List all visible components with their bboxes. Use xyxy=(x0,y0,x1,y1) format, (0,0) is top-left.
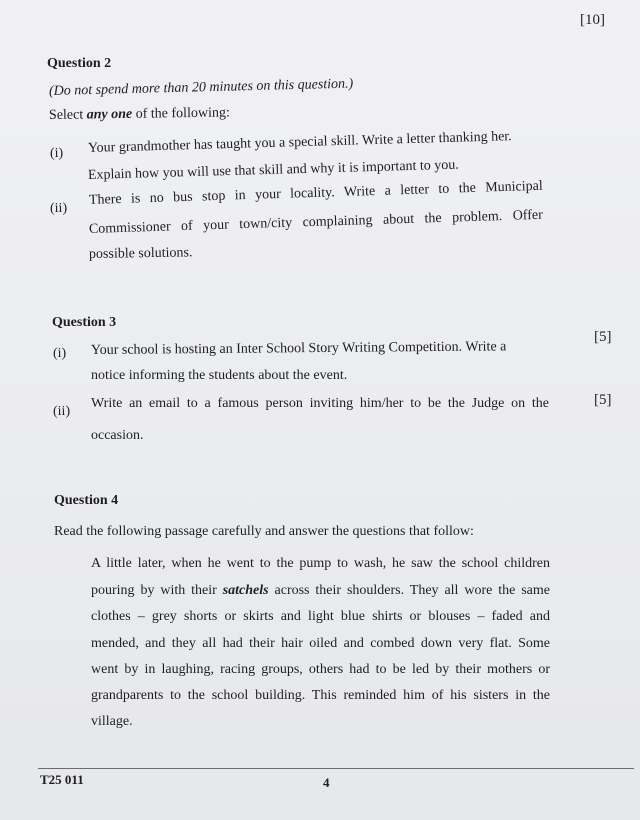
q2-item-1-number: (i) xyxy=(50,146,64,161)
passage-line-2-end: across their shoulders. They all wore the same xyxy=(274,583,550,598)
question-1-marks: [10] xyxy=(580,12,605,28)
q2-item-2-line-3: possible solutions. xyxy=(88,245,193,262)
question-2-time-note: (Do not spend more than 20 minutes on this question.) xyxy=(48,76,354,99)
passage-line-1: A little later, when he went to the pump to wash, he saw the school children xyxy=(91,556,550,571)
passage-line-3: clothes – grey shorts or skirts and light blue shirts or blouses – faded and xyxy=(91,609,550,624)
q3-item-2-number: (ii) xyxy=(53,404,71,419)
q3-item-1-line-2: notice informing the students about the event. xyxy=(91,368,348,383)
page-number: 4 xyxy=(323,775,330,790)
passage-line-6: grandparents to the school building. This reminded him of his sisters in the xyxy=(91,688,550,703)
passage-line-7: village. xyxy=(91,714,133,729)
question-3-heading: Question 3 xyxy=(52,315,117,330)
question-2-heading: Question 2 xyxy=(47,56,112,71)
paper-code: T25 011 xyxy=(40,772,84,787)
instruction-prefix: Select xyxy=(48,107,84,123)
question-4-instruction: Read the following passage carefully and answer the questions that follow: xyxy=(54,524,474,539)
instruction-emphasis: any one xyxy=(86,106,133,123)
passage-line-4: mended, and they all had their hair oiled and combed down very flat. Some xyxy=(91,636,550,651)
passage-line-5: went by in laughing, racing groups, others had to be led by their mothers or xyxy=(91,662,550,677)
question-4-heading: Question 4 xyxy=(54,493,119,508)
instruction-suffix: of the following: xyxy=(135,105,230,122)
passage-emphasis-satchels: satchels xyxy=(222,583,269,598)
q3-item-2-line-1: Write an email to a famous person inviting him/her to be the Judge on the xyxy=(91,396,549,411)
passage-line-2 xyxy=(91,583,550,599)
q3-item-1-line-1: Your school is hosting an Inter School Story Writing Competition. Write a xyxy=(90,339,507,358)
q2-item-2-line-2: Commissioner of your town/city complaining about the problem. Offer xyxy=(88,207,543,237)
q2-item-2-number: (ii) xyxy=(50,201,68,216)
q3-item-2-line-2: occasion. xyxy=(91,428,144,443)
q2-item-1-line-1: Your grandmother has taught you a special skill. Write a letter thanking her. xyxy=(87,129,512,156)
question-2-instruction xyxy=(49,105,230,124)
q3-item-2-marks: [5] xyxy=(594,392,612,408)
footer-divider xyxy=(38,768,634,769)
q3-item-1-marks: [5] xyxy=(594,329,612,345)
q3-item-1-number: (i) xyxy=(53,346,67,361)
q2-item-2-line-1: There is no bus stop in your locality. Write a letter to the Municipal xyxy=(88,178,543,208)
q2-item-1-line-2: Explain how you will use that skill and why it is important to you. xyxy=(87,157,460,183)
passage-line-2-start: pouring by with their xyxy=(91,583,217,598)
